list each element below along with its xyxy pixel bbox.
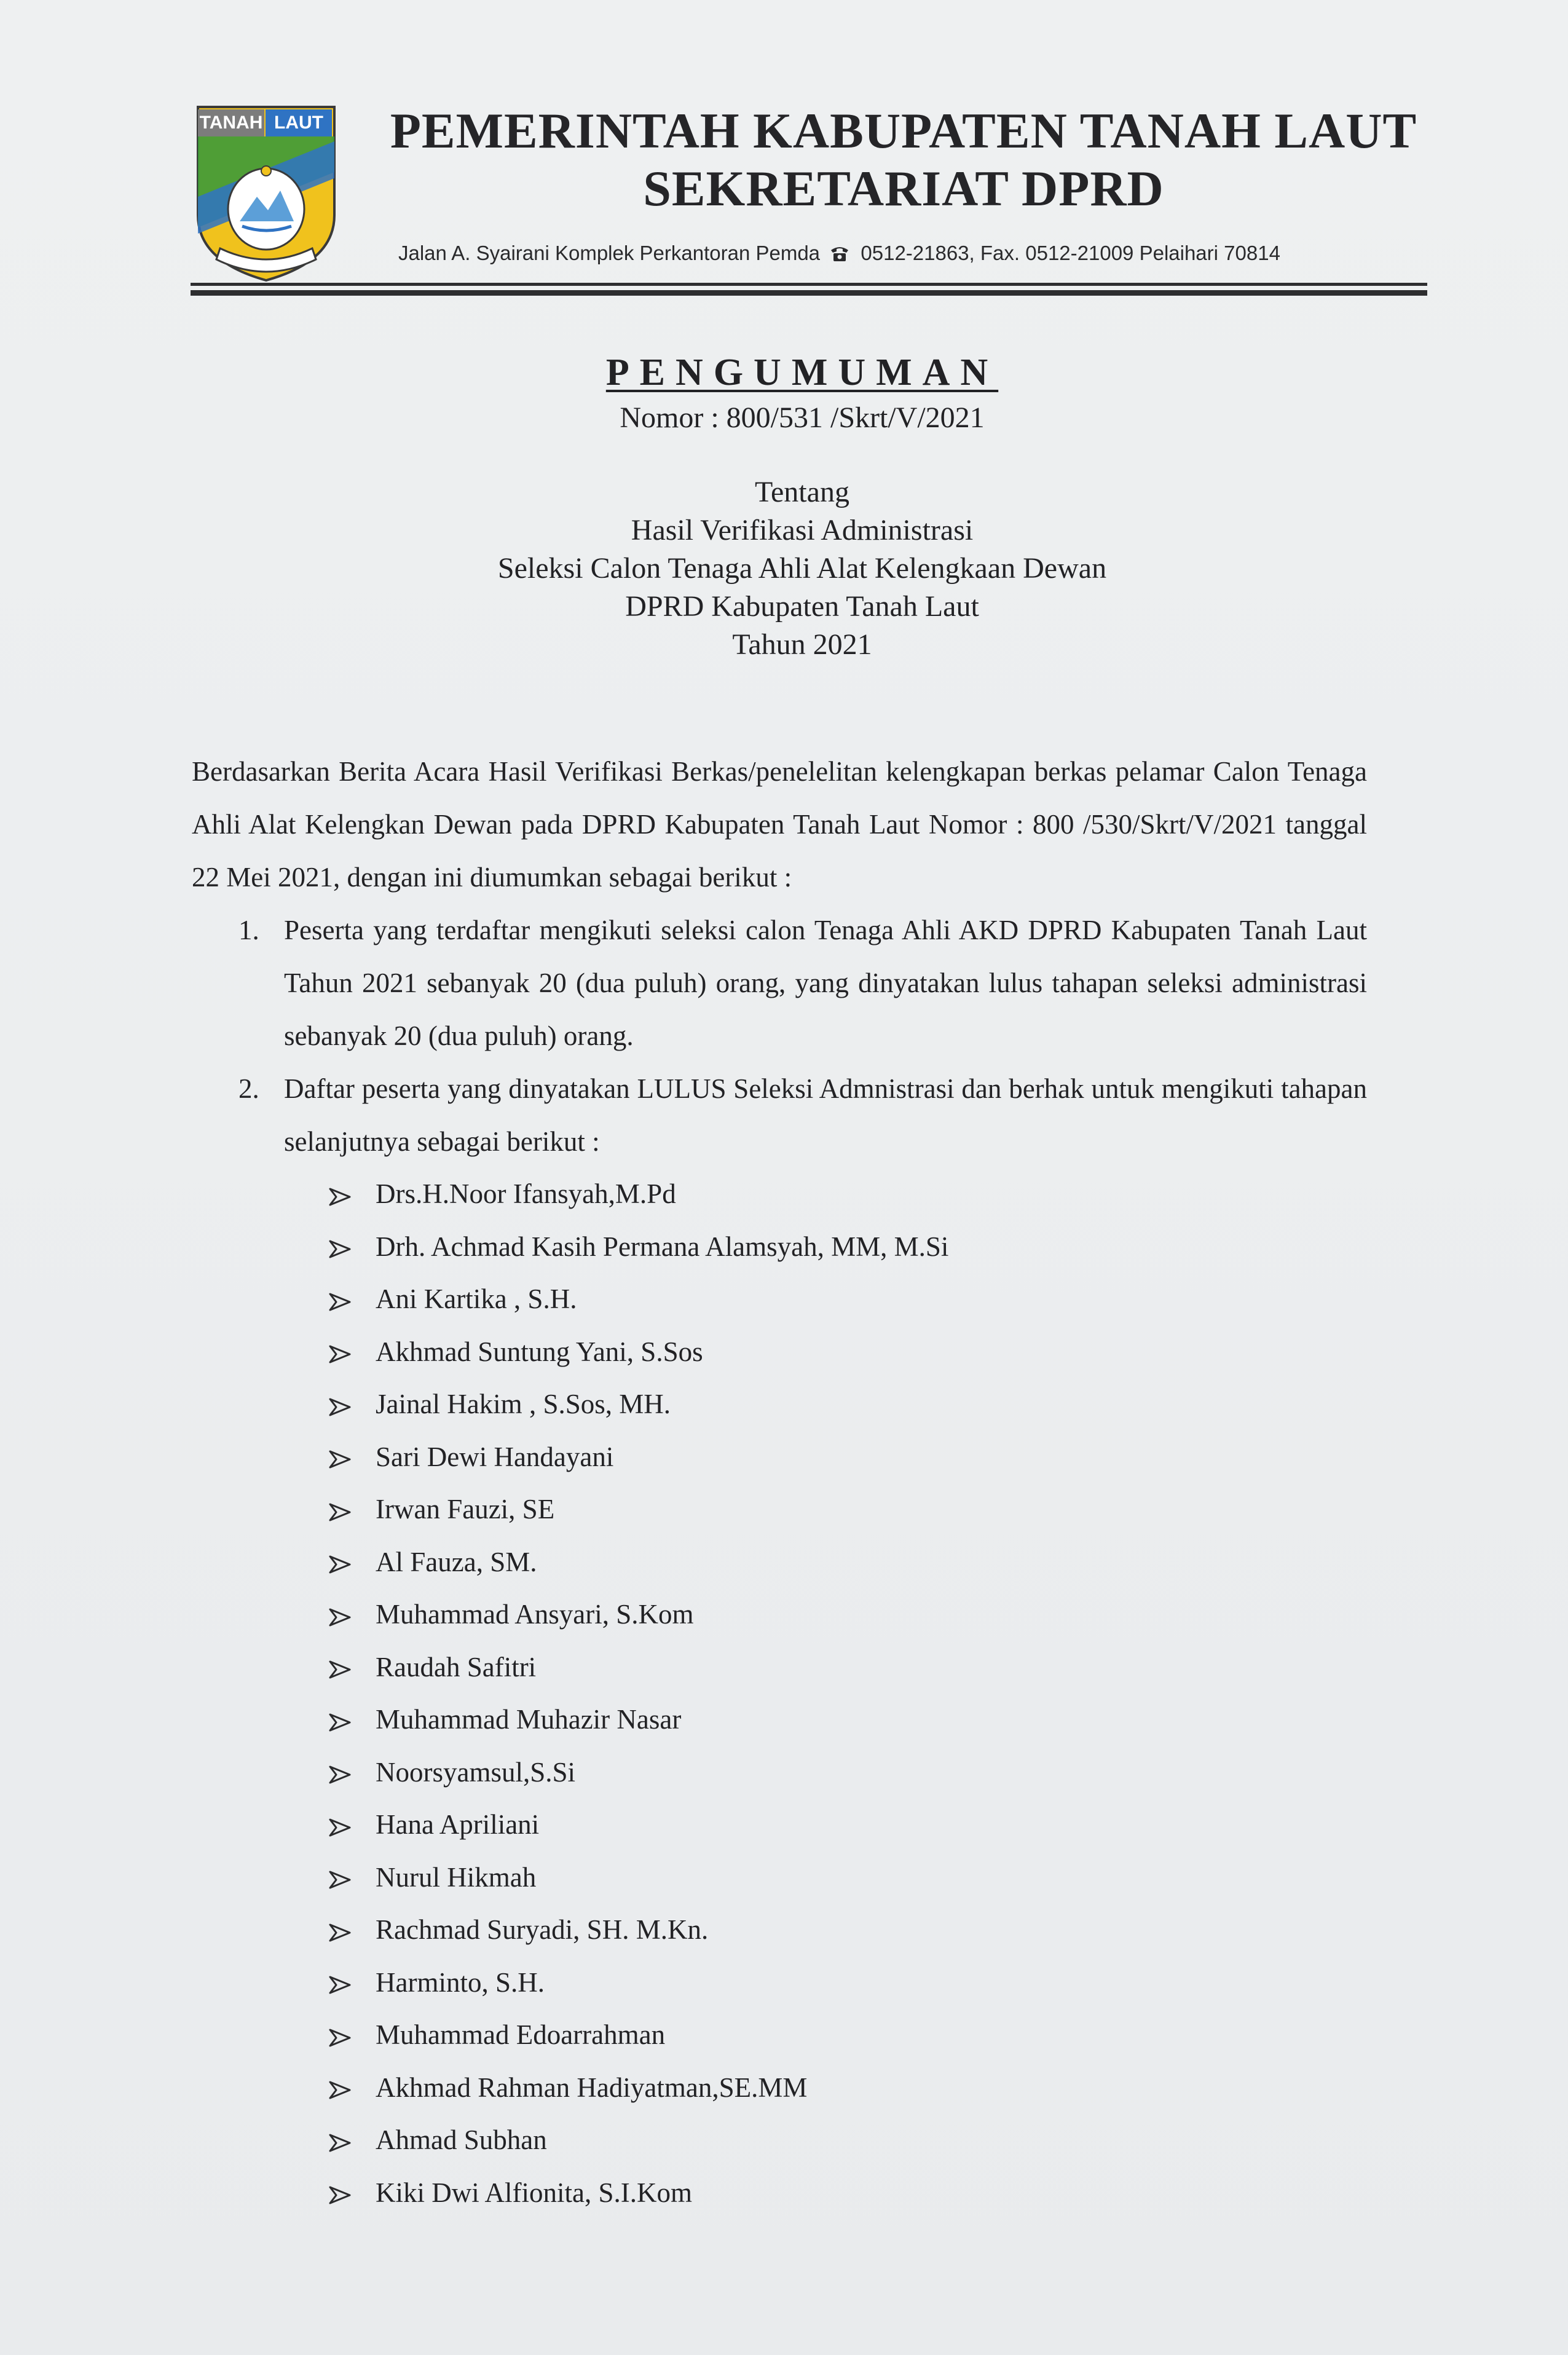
arrowhead-bullet-icon xyxy=(329,1398,376,1416)
participant-name: Drh. Achmad Kasih Permana Alamsyah, MM, M.Si xyxy=(376,1231,949,1262)
arrowhead-bullet-icon xyxy=(329,2134,376,2152)
participant-name: Noorsyamsul,S.Si xyxy=(376,1756,576,1788)
participant-list-item xyxy=(329,1694,1312,1746)
participant-name: Hana Apriliani xyxy=(376,1809,540,1840)
subject-line-year: Tahun 2021 xyxy=(732,628,872,661)
subject-line-topic: Hasil Verifikasi Administrasi xyxy=(631,514,974,546)
phone-icon xyxy=(829,244,850,267)
arrowhead-bullet-icon xyxy=(329,1345,376,1363)
arrowhead-bullet-icon xyxy=(329,1240,376,1258)
participant-name: Muhammad Muhazir Nasar xyxy=(376,1704,682,1735)
arrowhead-bullet-icon xyxy=(329,1660,376,1679)
participant-list-item xyxy=(329,2009,1312,2062)
participant-list-item xyxy=(329,1483,1312,1536)
participant-name: Jainal Hakim , S.Sos, MH. xyxy=(376,1389,671,1419)
government-name: PEMERINTAH KABUPATEN TANAH LAUT xyxy=(390,103,1417,159)
participant-name: Nurul Hikmah xyxy=(376,1861,537,1893)
participant-name: Ani Kartika , S.H. xyxy=(376,1284,577,1314)
numbered-item-1 xyxy=(238,904,1367,1062)
letterhead-divider-thick xyxy=(191,290,1427,296)
participant-name: Sari Dewi Handayani xyxy=(376,1441,614,1472)
intro-paragraph: Berdasarkan Berita Acara Hasil Verifikasi Berkas/penelelitan kelengkapan berkas pelamar Calon Tenaga Ahli Alat Kelengkan Dewan pada DPRD Kabupaten Tanah Laut Nomor : 800 /530/Skrt/V/2021 tanggal 22 Mei 2021, dengan ini diumumkan sebagai berikut : xyxy=(192,756,1367,893)
participant-name: Ahmad Subhan xyxy=(376,2124,547,2155)
arrowhead-bullet-icon xyxy=(329,2081,376,2099)
regency-emblem-icon xyxy=(195,105,337,283)
participant-list-item xyxy=(329,1168,1312,1221)
arrowhead-bullet-icon xyxy=(329,1765,376,1784)
participant-name: Muhammad Ansyari, S.Kom xyxy=(376,1599,694,1630)
participant-list-item xyxy=(329,1904,1312,1957)
participant-name: Rachmad Suryadi, SH. M.Kn. xyxy=(376,1914,709,1945)
announcement-number: Nomor : 800/531 /Skrt/V/2021 xyxy=(620,401,985,434)
item-text: Daftar peserta yang dinyatakan LULUS Seleksi Admnistrasi dan berhak untuk mengikuti tahapan selanjutnya sebagai berikut : xyxy=(284,1073,1367,1157)
participant-name: Kiki Dwi Alfionita, S.I.Kom xyxy=(376,2177,692,2208)
item-number: 2. xyxy=(238,1073,259,1104)
arrowhead-bullet-icon xyxy=(329,1188,376,1206)
participant-list-item xyxy=(329,1746,1312,1799)
participant-list-item xyxy=(329,2114,1312,2167)
participant-list-item xyxy=(329,1957,1312,2010)
subject-line-selection: Seleksi Calon Tenaga Ahli Alat Kelengkaan Dewan xyxy=(497,552,1107,585)
letterhead-divider-thin xyxy=(191,283,1427,286)
participant-list-item xyxy=(329,2167,1312,2220)
participant-name: Akhmad Rahman Hadiyatman,SE.MM xyxy=(376,2072,808,2103)
participant-list-item xyxy=(329,1378,1312,1431)
passed-participants-list xyxy=(329,1168,1312,2219)
numbered-item-2 xyxy=(238,1062,1367,1168)
arrowhead-bullet-icon xyxy=(329,1293,376,1311)
address-prefix: Jalan A. Syairani Komplek Perkantoran Pemda xyxy=(398,242,821,264)
arrowhead-bullet-icon xyxy=(329,1923,376,1942)
participant-list-item xyxy=(329,1588,1312,1641)
participant-list-item xyxy=(329,1641,1312,1694)
arrowhead-bullet-icon xyxy=(329,1608,376,1627)
item-text: Peserta yang terdaftar mengikuti seleksi calon Tenaga Ahli AKD DPRD Kabupaten Tanah Laut Tahun 2021 sebanyak 20 (dua puluh) orang, yang dinyatakan lulus tahapan seleksi administrasi sebanyak 20 (dua puluh) orang. xyxy=(284,915,1367,1051)
participant-list-item xyxy=(329,1852,1312,1904)
participant-name: Irwan Fauzi, SE xyxy=(376,1494,555,1525)
participant-list-item xyxy=(329,1799,1312,1852)
address-contacts: 0512-21863, Fax. 0512-21009 Pelaihari 70814 xyxy=(861,242,1280,264)
arrowhead-bullet-icon xyxy=(329,1871,376,1889)
participant-list-item xyxy=(329,1273,1312,1326)
participant-name: Muhammad Edoarrahman xyxy=(376,2019,666,2050)
arrowhead-bullet-icon xyxy=(329,1555,376,1574)
arrowhead-bullet-icon xyxy=(329,2186,376,2204)
arrowhead-bullet-icon xyxy=(329,1503,376,1521)
office-name: SEKRETARIAT DPRD xyxy=(643,160,1164,216)
participant-list-item xyxy=(329,1221,1312,1274)
crest-label-right: LAUT xyxy=(266,109,332,136)
participant-name: Al Fauza, SM. xyxy=(376,1546,537,1577)
crest-label-left: TANAH xyxy=(198,109,264,136)
subject-line-institution: DPRD Kabupaten Tanah Laut xyxy=(625,590,979,623)
arrowhead-bullet-icon xyxy=(329,1450,376,1469)
arrowhead-bullet-icon xyxy=(329,2029,376,2047)
participant-name: Drs.H.Noor Ifansyah,M.Pd xyxy=(376,1178,676,1209)
arrowhead-bullet-icon xyxy=(329,1976,376,1994)
participant-list-item xyxy=(329,1326,1312,1379)
participant-list-item xyxy=(329,2062,1312,2115)
participant-name: Akhmad Suntung Yani, S.Sos xyxy=(376,1336,703,1367)
participant-name: Harminto, S.H. xyxy=(376,1966,545,1998)
arrowhead-bullet-icon xyxy=(329,1818,376,1837)
arrowhead-bullet-icon xyxy=(329,1713,376,1732)
item-number: 1. xyxy=(238,915,259,945)
participant-name: Raudah Safitri xyxy=(376,1651,537,1682)
address-line xyxy=(398,242,1280,267)
participant-list-item xyxy=(329,1431,1312,1484)
announcement-heading: PENGUMUMAN xyxy=(605,352,999,393)
participant-list-item xyxy=(329,1536,1312,1589)
subject-line-about: Tentang xyxy=(755,476,849,508)
